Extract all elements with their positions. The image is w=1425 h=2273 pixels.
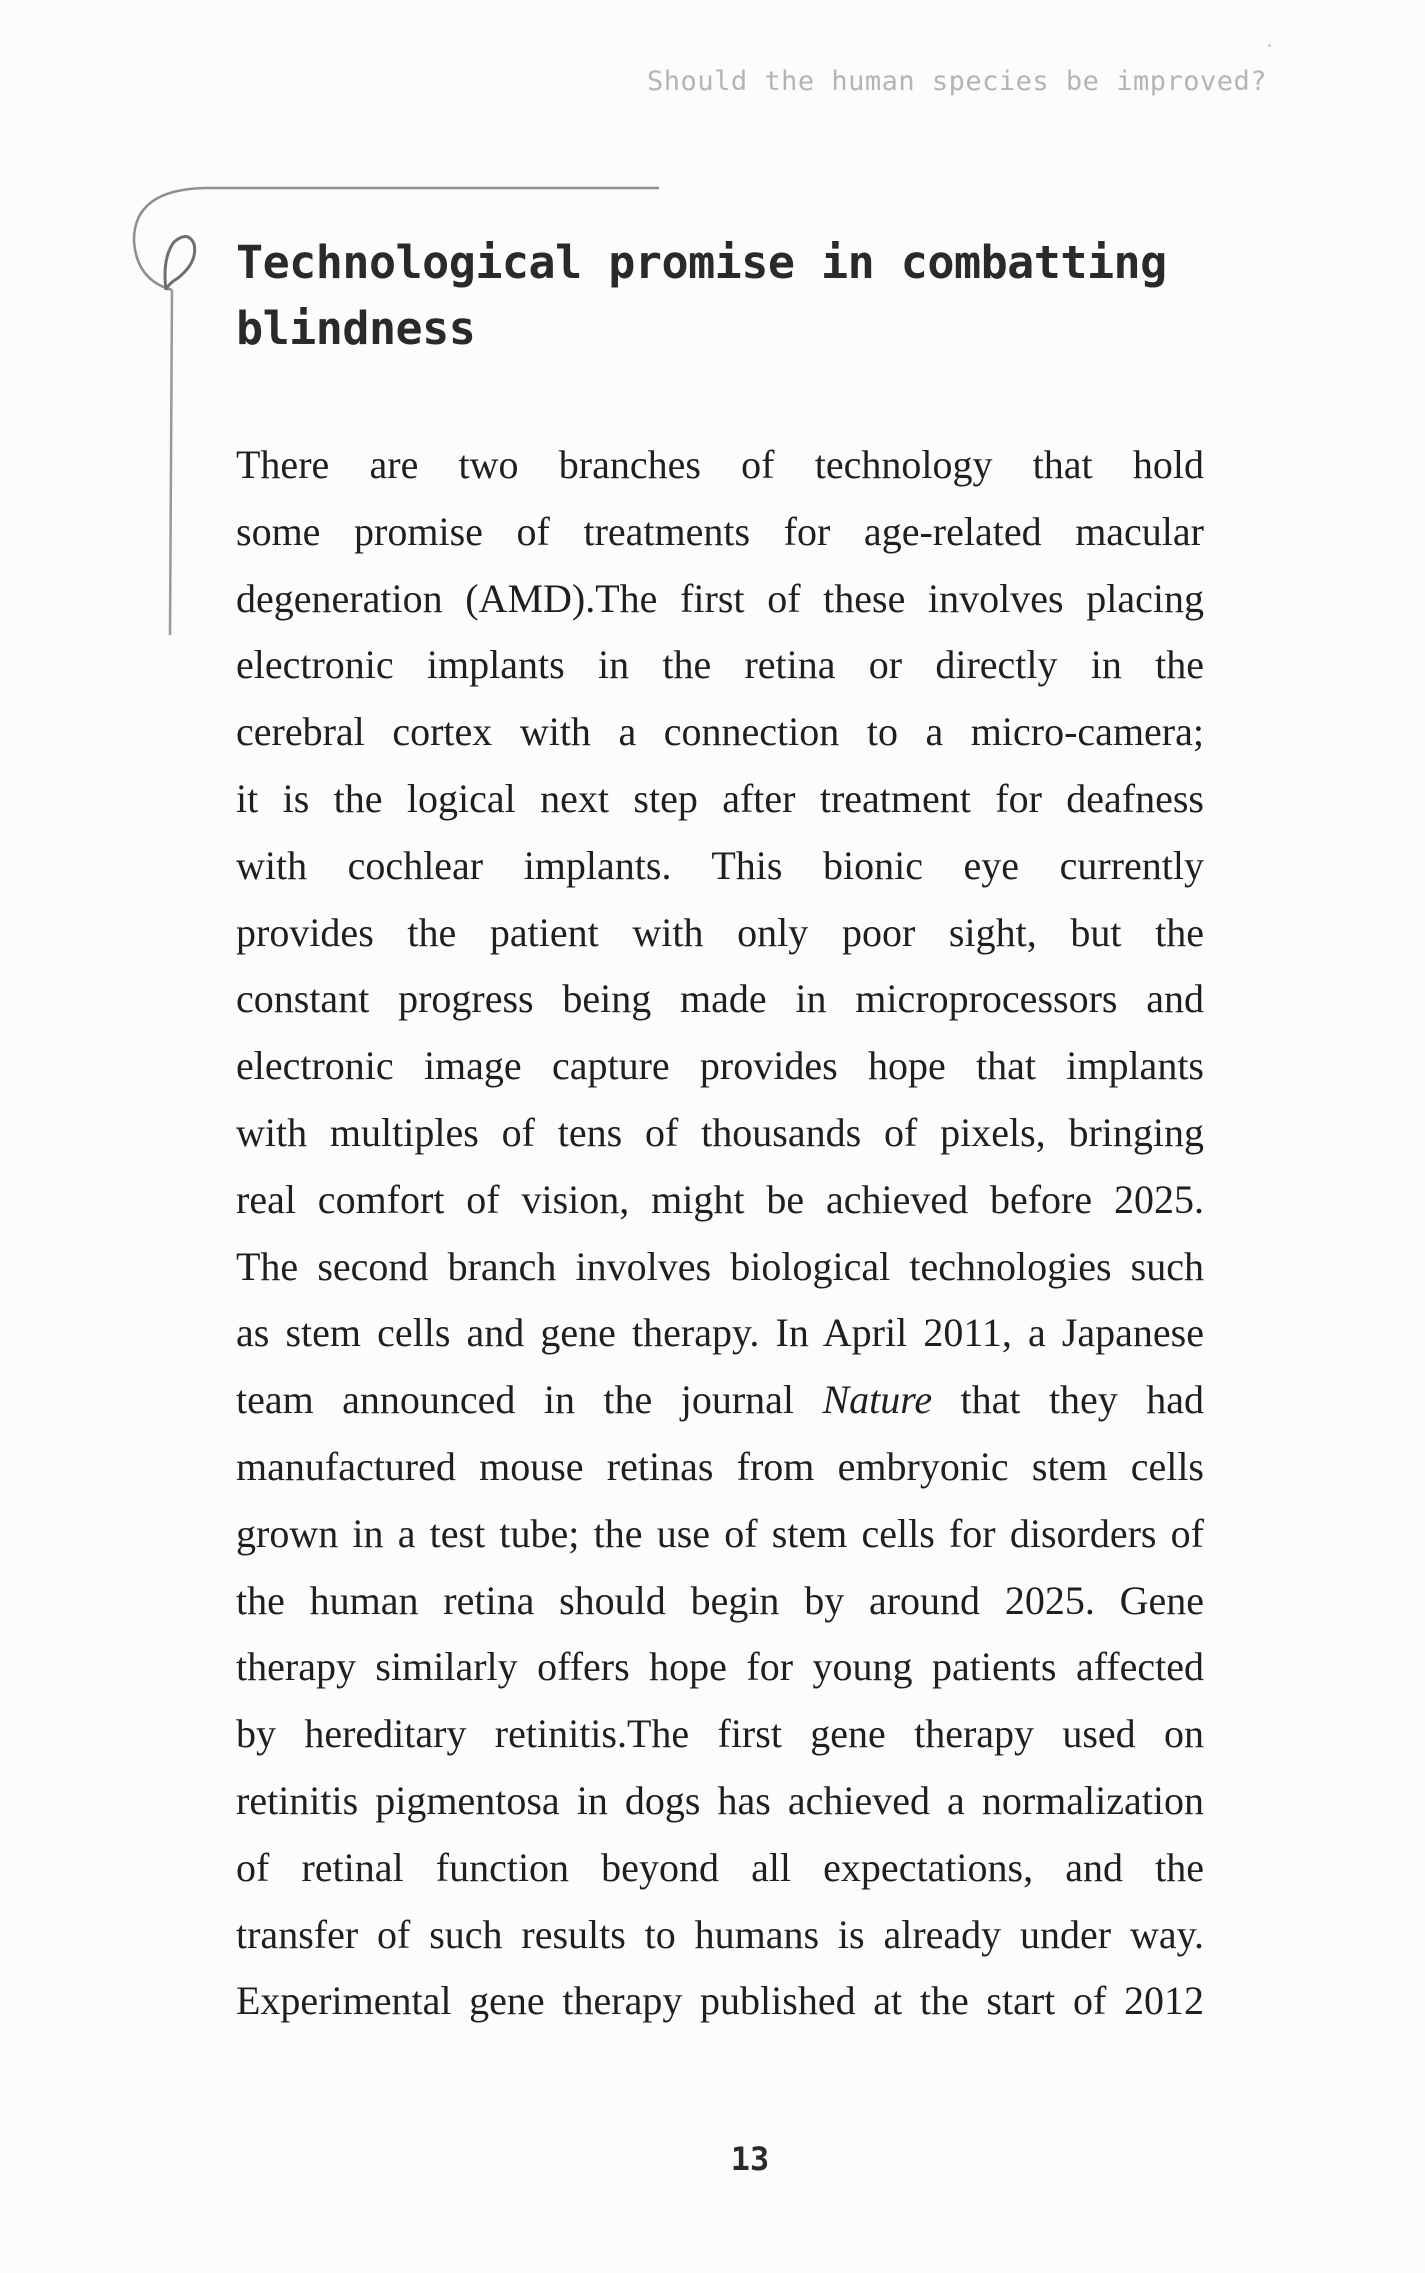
- body-line: degeneration (AMD).The first of these involves placing: [236, 575, 1204, 621]
- body-line: transfer of such results to humans is already under way.: [236, 1911, 1204, 1957]
- body-line: electronic implants in the retina or directly in the: [236, 642, 1204, 688]
- body-line-text: that they had: [932, 1377, 1204, 1423]
- section-heading: Technological promise in combatting blindness: [236, 236, 1167, 355]
- body-line: some promise of treatments for age-related macular: [236, 508, 1204, 554]
- body-line: of retinal function beyond all expectations, and the: [236, 1844, 1204, 1890]
- body-line: grown in a test tube; the use of stem cells for disorders of: [236, 1510, 1204, 1556]
- scan-speck: [1268, 44, 1271, 47]
- body-line: constant progress being made in microprocessors and: [236, 976, 1204, 1022]
- body-line: manufactured mouse retinas from embryonic stem cells: [236, 1443, 1204, 1489]
- body-line: it is the logical next step after treatment for deafness: [236, 775, 1204, 821]
- journal-title: Nature: [822, 1377, 933, 1423]
- page-number: 13: [730, 2140, 770, 2178]
- body-line-text: team announced in the journal: [236, 1377, 823, 1423]
- body-line: [236, 1367, 1204, 1434]
- body-text: [236, 432, 1204, 2035]
- body-line: provides the patient with only poor sight, but the: [236, 909, 1204, 955]
- body-line: retinitis pigmentosa in dogs has achieved a normalization: [236, 1777, 1204, 1823]
- body-line: therapy similarly offers hope for young patients affected: [236, 1644, 1204, 1690]
- body-line: by hereditary retinitis.The first gene therapy used on: [236, 1711, 1204, 1757]
- body-line: There are two branches of technology that hold: [236, 442, 1204, 487]
- body-line: with multiples of tens of thousands of pixels, bringing: [236, 1109, 1204, 1155]
- body-line: Experimental gene therapy published at the start of 2012: [236, 1978, 1204, 2024]
- body-line: electronic image capture provides hope that implants: [236, 1043, 1204, 1089]
- body-line: cerebral cortex with a connection to a micro-camera;: [236, 709, 1204, 755]
- body-line: The second branch involves biological technologies such: [236, 1243, 1204, 1289]
- body-line: real comfort of vision, might be achieved before 2025.: [236, 1176, 1204, 1222]
- running-head: Should the human species be improved?: [647, 66, 1267, 97]
- body-line: with cochlear implants. This bionic eye currently: [236, 842, 1204, 888]
- body-line: the human retina should begin by around 2025. Gene: [236, 1577, 1204, 1623]
- body-line: as stem cells and gene therapy. In April 2011, a Japanese: [236, 1310, 1204, 1356]
